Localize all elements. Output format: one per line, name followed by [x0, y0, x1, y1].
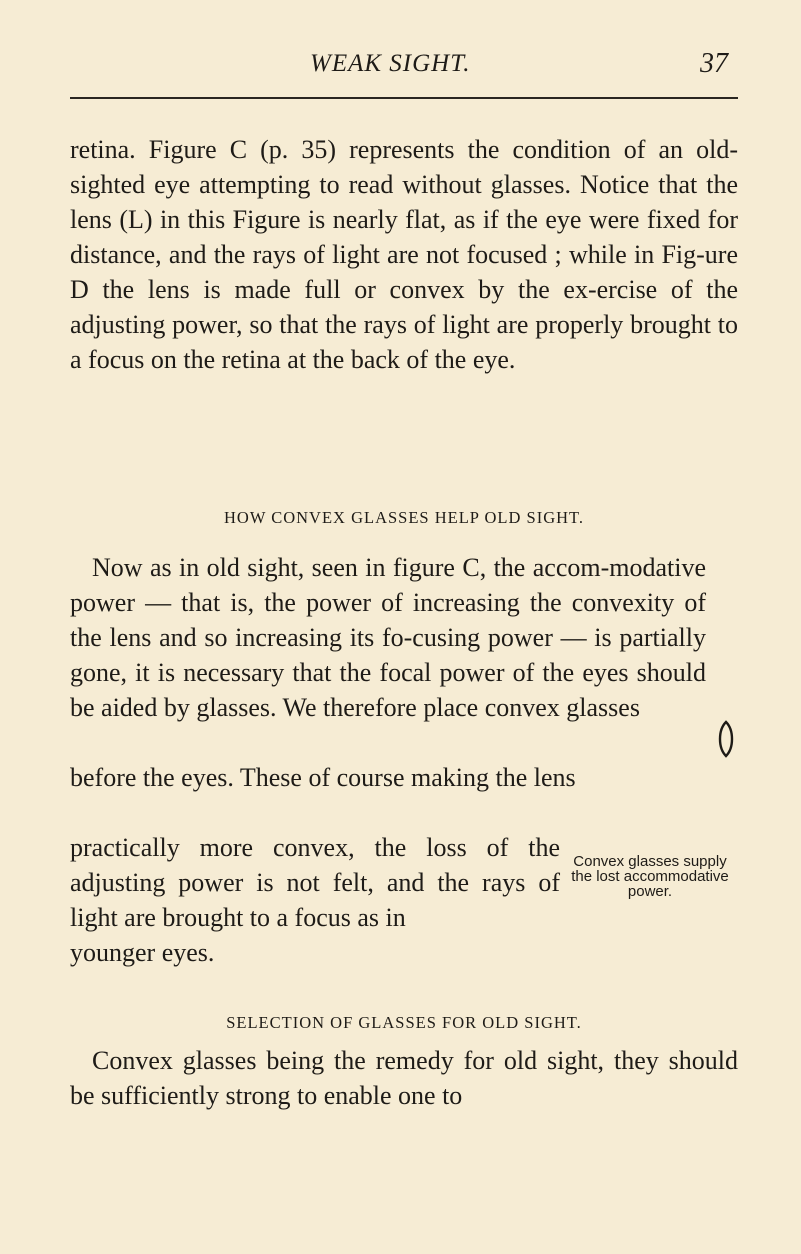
section-heading-selection: SELECTION OF GLASSES FOR OLD SIGHT. [226, 1013, 582, 1032]
section-heading-convex-glasses: HOW CONVEX GLASSES HELP OLD SIGHT. [223, 508, 585, 527]
paragraph-accommodative-power [70, 550, 706, 725]
page-number: 37 [700, 48, 728, 79]
paragraph-retina: retina. Figure C (p. 35) represents the condition of an old-sighted eye attempting to read without glasses. Notice that the lens (L) in this Figure is nearly flat, as if the eye were fixed for distance, and the rays of light are not focused ; while in Fig-ure D the lens is made full or convex by the ex-ercise of the adjusting power, so that the rays of light are properly brought to a focus on the retina at the back of the eye. [70, 135, 738, 374]
paragraph-practically-text: practically more convex, the loss of the adjusting power is not felt, and the rays of light are brought to a focus as in [70, 833, 560, 932]
running-head: WEAK SIGHT. [310, 50, 471, 77]
paragraph-selection: Convex glasses being the remedy for old sight, they should be sufficiently strong to enable one to [70, 1046, 738, 1110]
paragraph-accommodative-text: Now as in old sight, seen in figure C, the accom-modative power — that is, the power of increasing the convexity of the lens and so increasing its fo-cusing power — is partially gone, it is necessary that the focal power of the eyes should be aided by glasses. We therefore place convex glasses [70, 553, 706, 722]
paragraph-practically [70, 830, 560, 970]
paragraph-before-eyes: before the eyes. These of course making the lens [70, 763, 576, 792]
header-rule [70, 97, 738, 99]
paragraph-practically-end: younger eyes. [70, 938, 215, 967]
convex-lens-icon [714, 720, 738, 758]
margin-note: Convex glasses supply the lost accommodative power. [571, 853, 729, 900]
